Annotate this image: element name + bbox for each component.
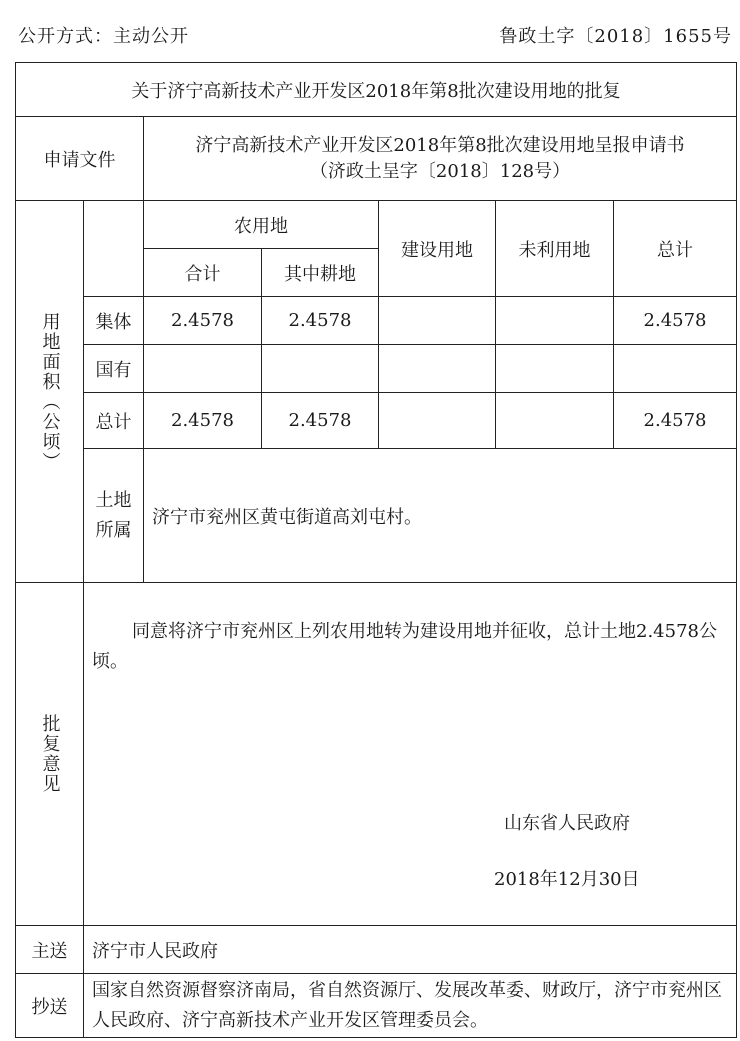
row-label: 集体 <box>84 297 144 345</box>
ownership-label-cell <box>84 449 144 583</box>
opinion-label: 批复意见 <box>39 714 61 794</box>
disclosure-method: 公开方式：主动公开 <box>18 26 189 47</box>
header-unused: 未利用地 <box>496 201 614 297</box>
application-document <box>144 117 737 201</box>
application-title: 济宁高新技术产业开发区2018年第8批次建设用地呈报申请书 <box>195 134 685 156</box>
cell-total: 2.4578 <box>614 393 737 449</box>
ownership-value: 济宁市兖州区黄屯街道高刘屯村。 <box>144 449 737 583</box>
cell-construction <box>379 345 496 393</box>
opinion-label-cell <box>16 583 84 926</box>
opinion-signer: 山东省人民政府 <box>504 813 630 834</box>
header-construction: 建设用地 <box>379 201 496 297</box>
cell-agri-total: 2.4578 <box>144 393 262 449</box>
table-row-total <box>16 393 737 449</box>
application-label: 申请文件 <box>16 117 144 201</box>
land-area-label-cell <box>16 201 84 583</box>
cell-agri-total: 2.4578 <box>144 297 262 345</box>
cell-cultivated: 2.4578 <box>262 393 379 449</box>
cell-cultivated <box>262 345 379 393</box>
row-label: 国有 <box>84 345 144 393</box>
main-recipient-label: 主送 <box>16 926 84 974</box>
application-number: （济政土呈字〔2018〕128号） <box>309 160 571 182</box>
cell-construction <box>379 297 496 345</box>
row-header-blank <box>84 201 144 297</box>
header-agri-total: 合计 <box>144 249 262 297</box>
cell-construction <box>379 393 496 449</box>
cell-total <box>614 345 737 393</box>
cell-unused <box>496 393 614 449</box>
cell-unused <box>496 345 614 393</box>
opinion-cell <box>84 583 737 926</box>
ownership-label: 土地所属 <box>95 489 132 541</box>
header-total: 总计 <box>614 201 737 297</box>
opinion-text: 同意将济宁市兖州区上列农用地转为建设用地并征收，总计土地2.4578公顷。 <box>92 621 717 672</box>
header-agri-cultivated: 其中耕地 <box>262 249 379 297</box>
cell-agri-total <box>144 345 262 393</box>
cell-unused <box>496 297 614 345</box>
main-recipient-value: 济宁市人民政府 <box>84 926 737 974</box>
cc-value: 国家自然资源督察济南局，省自然资源厅、发展改革委、财政厅，济宁市兖州区人民政府、济宁高新技术产业开发区管理委员会。 <box>84 974 737 1038</box>
document-title: 关于济宁高新技术产业开发区2018年第8批次建设用地的批复 <box>16 63 737 117</box>
opinion-date: 2018年12月30日 <box>494 869 640 890</box>
document-number: 鲁政土字〔2018〕1655号 <box>499 26 732 47</box>
row-label: 总计 <box>84 393 144 449</box>
table-row-collective <box>16 297 737 345</box>
cc-label: 抄送 <box>16 974 84 1038</box>
header-agricultural: 农用地 <box>144 201 379 249</box>
approval-table <box>15 62 737 1038</box>
land-area-label: 用地面积（公顷） <box>39 311 61 472</box>
cell-total: 2.4578 <box>614 297 737 345</box>
cell-cultivated: 2.4578 <box>262 297 379 345</box>
table-row-state <box>16 345 737 393</box>
